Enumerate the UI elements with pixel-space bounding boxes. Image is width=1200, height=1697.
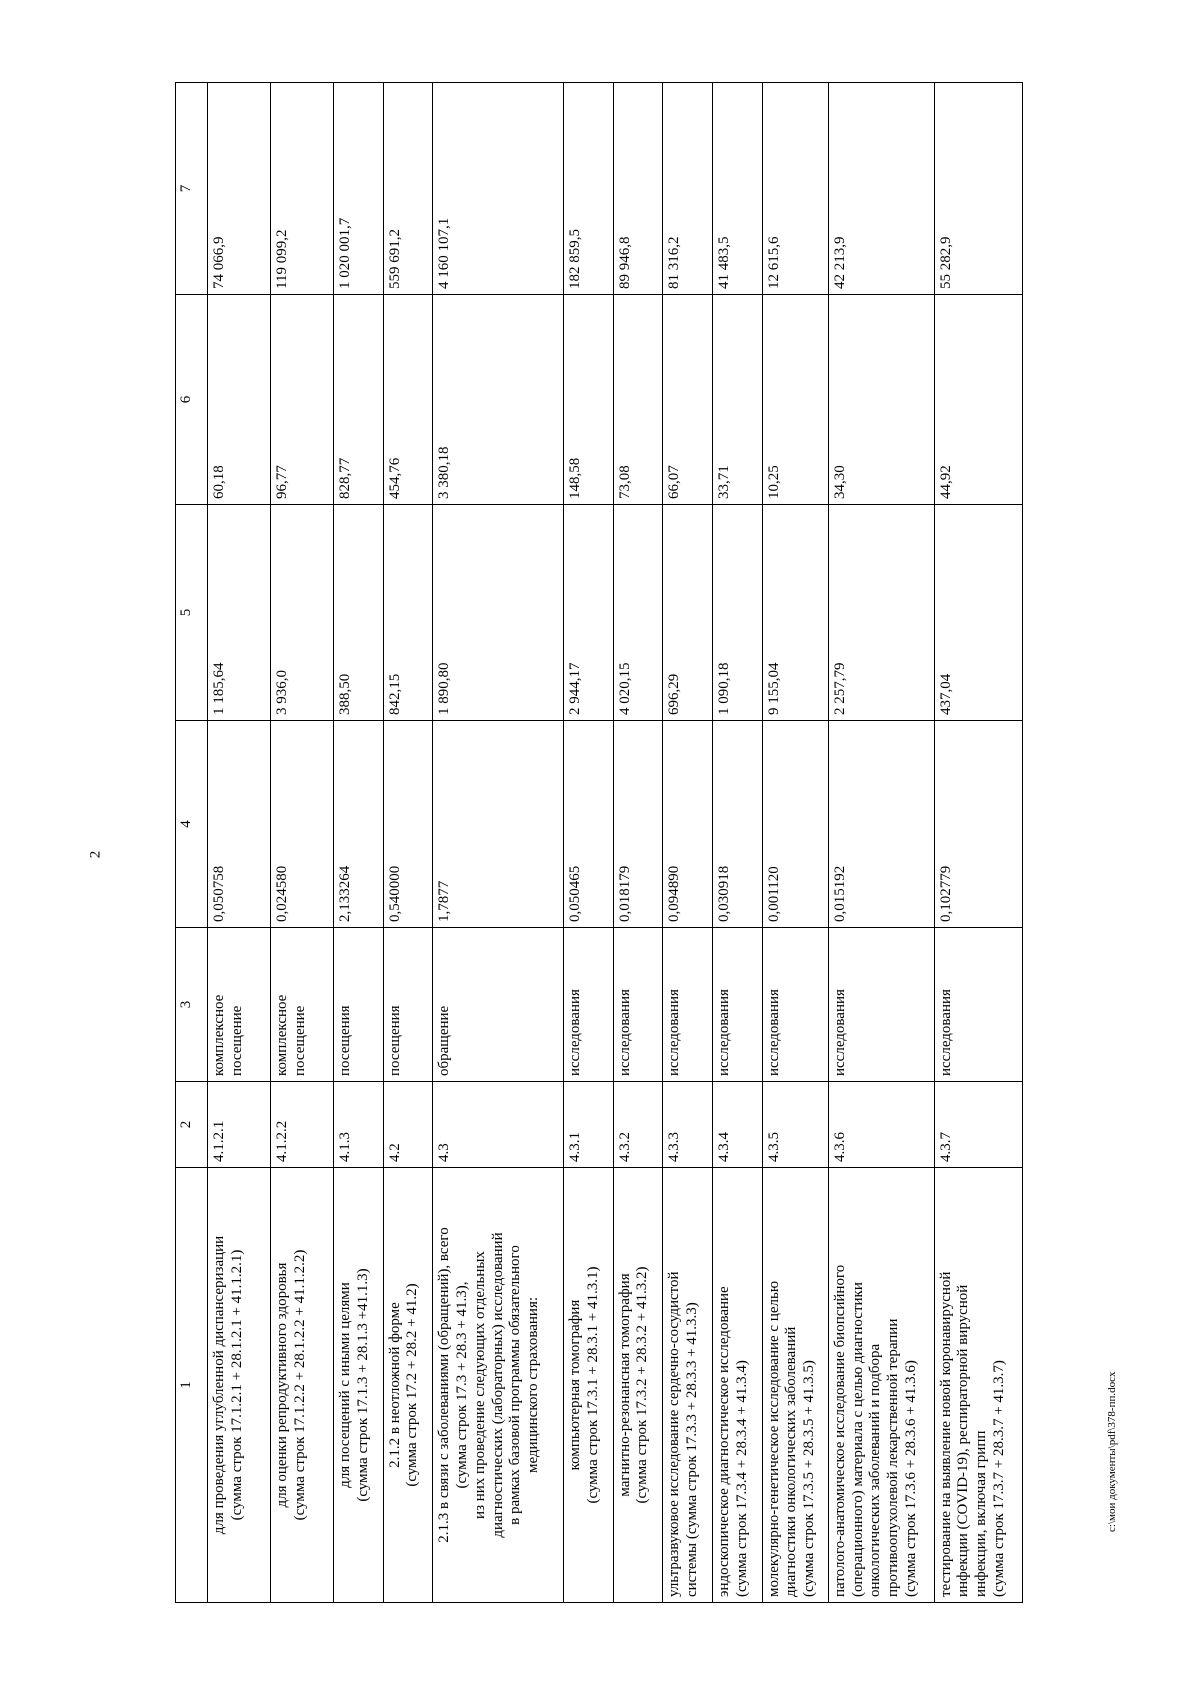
cell-c2: 4.1.3 — [334, 1082, 384, 1168]
cell-c5: 1 185,64 — [208, 505, 271, 721]
cell-c2: 4.3.1 — [563, 1082, 613, 1168]
cell-c3: обращение — [433, 928, 563, 1082]
cell-text-line: (сумма строк 17.3 + 28.3 + 41.3), — [454, 1281, 471, 1489]
cell-text-line: (сумма строк 17.3.4 + 28.3.4 + 41.3.4) — [733, 1360, 750, 1597]
table-row — [762, 83, 828, 1603]
cell-c2: 4.3.6 — [829, 1082, 934, 1168]
cell-c5: 3 936,0 — [271, 505, 334, 721]
cell-text-line: 2.1.3 в связи с заболеваниями (обращений), всего — [436, 1227, 453, 1543]
cell-text-line: для проведения углубленной диспансеризации — [211, 1235, 228, 1535]
cell-text-line: магнитно-резонансная томография — [616, 1273, 633, 1497]
cell-c7: 12 615,6 — [762, 83, 828, 295]
cell-c7: 41 483,5 — [712, 83, 762, 295]
cell-c5: 696,29 — [663, 505, 713, 721]
cell-c6: 34,30 — [829, 295, 934, 505]
cell-text-line: (сумма строк 17.3.1 + 28.3.1 + 41.3.1) — [584, 1266, 601, 1504]
cell-text-line: из них проведение следующих отдельных — [471, 1251, 488, 1519]
cell-text-line: (сумма строк 17.2 + 28.2 + 41.2) — [404, 1283, 421, 1487]
cell-c4: 0,030918 — [712, 721, 762, 928]
cell-c4: 0,018179 — [613, 721, 663, 928]
cell-c6: 10,25 — [762, 295, 828, 505]
cell-text-line: диагностических (лабораторных) исследований — [489, 1232, 506, 1538]
cell-c5: 1 090,18 — [712, 505, 762, 721]
footer-file-path: c:\мои документы\pdf\378-пп.docx — [1106, 1371, 1118, 1532]
cell-text-line: (сумма строк 17.3.5 + 28.3.5 + 41.3.5) — [801, 1360, 818, 1597]
table-row — [334, 83, 384, 1603]
cell-c5: 9 155,04 — [762, 505, 828, 721]
cell-text-line: для оценки репродуктивного здоровья — [274, 1262, 291, 1508]
cell-c7: 42 213,9 — [829, 83, 934, 295]
cell-indicator — [829, 1168, 934, 1603]
cell-c7: 55 282,9 — [934, 83, 1022, 295]
cell-c4: 0,050758 — [208, 721, 271, 928]
cell-c5: 2 944,17 — [563, 505, 613, 721]
cell-c3: исследования — [934, 928, 1022, 1082]
cell-c3: посещения — [334, 928, 384, 1082]
cell-c4: 1,7877 — [433, 721, 563, 928]
cell-indicator — [334, 1168, 384, 1603]
cell-indicator — [208, 1168, 271, 1603]
cell-c3: комплексное посещение — [208, 928, 271, 1082]
cell-c2: 4.3.4 — [712, 1082, 762, 1168]
cell-indicator — [433, 1168, 563, 1603]
cell-c7: 74 066,9 — [208, 83, 271, 295]
header-cell: 6 — [176, 295, 208, 505]
cell-c6: 44,92 — [934, 295, 1022, 505]
table-row — [563, 83, 613, 1603]
cell-c7: 89 946,8 — [613, 83, 663, 295]
cell-c2: 4.1.2.2 — [271, 1082, 334, 1168]
cell-c3: посещения — [383, 928, 433, 1082]
cell-c7: 1 020 001,7 — [334, 83, 384, 295]
cell-text-line: (сумма строк 17.1.3 + 28.1.3 +41.1.3) — [354, 1268, 371, 1502]
cell-text-line: (сумма строк 17.1.2.2 + 28.1.2.2 + 41.1.2.2) — [291, 1249, 308, 1521]
cell-c3: исследования — [613, 928, 663, 1082]
cell-c5: 1 890,80 — [433, 505, 563, 721]
cell-c7: 119 099,2 — [271, 83, 334, 295]
cell-c6: 148,58 — [563, 295, 613, 505]
cell-c3: комплексное посещение — [271, 928, 334, 1082]
cell-c6: 96,77 — [271, 295, 334, 505]
cell-text-line: для посещений с иными целями — [337, 1282, 353, 1488]
cell-indicator — [934, 1168, 1022, 1603]
rotated-table-container — [175, 83, 1023, 1603]
cell-c7: 559 691,2 — [383, 83, 433, 295]
data-table — [175, 82, 1023, 1603]
cell-c2: 4.2 — [383, 1082, 433, 1168]
cell-c6: 33,71 — [712, 295, 762, 505]
header-cell: 2 — [176, 1082, 208, 1168]
cell-text-line: (сумма строк 17.3.2 + 28.3.2 + 41.3.2) — [634, 1266, 651, 1504]
header-cell: 4 — [176, 721, 208, 928]
cell-c4: 0,001120 — [762, 721, 828, 928]
header-cell: 3 — [176, 928, 208, 1082]
cell-text-line: (сумма строк 17.3.7 + 28.3.7 + 41.3.7) — [990, 1360, 1007, 1597]
cell-c6: 73,08 — [613, 295, 663, 505]
cell-c2: 4.3.2 — [613, 1082, 663, 1168]
cell-text-line: ультразвуковое исследование сердечно-сосудистой — [666, 1271, 683, 1597]
cell-c2: 4.1.2.1 — [208, 1082, 271, 1168]
cell-text-line: (операционного) материала с целью диагностики — [849, 1282, 866, 1597]
cell-text-line: (сумма строк 17.3.6 + 28.3.6 + 41.3.6) — [902, 1360, 919, 1597]
table-row — [383, 83, 433, 1603]
cell-c5: 437,04 — [934, 505, 1022, 721]
cell-c2: 4.3.3 — [663, 1082, 713, 1168]
cell-c3: исследования — [663, 928, 713, 1082]
cell-c3: исследования — [712, 928, 762, 1082]
cell-c4: 0,102779 — [934, 721, 1022, 928]
cell-c3: исследования — [829, 928, 934, 1082]
table-header-row — [176, 83, 208, 1603]
cell-text-line: компьютерная томография — [566, 1299, 583, 1471]
cell-text-line: медицинского страхования: — [524, 1296, 541, 1474]
cell-c6: 60,18 — [208, 295, 271, 505]
cell-c4: 2,133264 — [334, 721, 384, 928]
cell-c4: 0,050465 — [563, 721, 613, 928]
cell-c3: исследования — [762, 928, 828, 1082]
table-row — [613, 83, 663, 1603]
cell-indicator — [271, 1168, 334, 1603]
cell-text-line: инфекции (COVID-19), респираторной вирусной — [955, 1284, 972, 1597]
cell-c4: 0,015192 — [829, 721, 934, 928]
cell-text-line: патолого-анатомическое исследование биопсийного — [832, 1264, 849, 1597]
header-cell: 7 — [176, 83, 208, 295]
cell-c2: 4.3.5 — [762, 1082, 828, 1168]
cell-c3: исследования — [563, 928, 613, 1082]
cell-c5: 842,15 — [383, 505, 433, 721]
cell-c7: 81 316,2 — [663, 83, 713, 295]
header-cell: 5 — [176, 505, 208, 721]
cell-indicator — [383, 1168, 433, 1603]
header-cell: 1 — [176, 1168, 208, 1603]
cell-text-line: молекулярно-генетическое исследование с целью — [765, 1280, 782, 1597]
cell-c7: 4 160 107,1 — [433, 83, 563, 295]
cell-c5: 2 257,79 — [829, 505, 934, 721]
cell-text-line: 2.1.2 в неотложной форме — [386, 1302, 403, 1468]
cell-c5: 388,50 — [334, 505, 384, 721]
table-row — [271, 83, 334, 1603]
cell-c6: 454,76 — [383, 295, 433, 505]
cell-text-line: в рамках базовой программы обязательного — [507, 1245, 524, 1525]
cell-indicator — [762, 1168, 828, 1603]
cell-text-line: противоопухолевой лекарственной терапии — [885, 1318, 902, 1597]
table-row — [829, 83, 934, 1603]
cell-c6: 3 380,18 — [433, 295, 563, 505]
cell-text-line: тестирование на выявление новой коронавирусной — [937, 1271, 954, 1597]
table-row — [433, 83, 563, 1603]
cell-c4: 0,540000 — [383, 721, 433, 928]
cell-text-line: инфекции, включая грипп — [972, 1430, 989, 1597]
cell-c4: 0,024580 — [271, 721, 334, 928]
page-number: 2 — [87, 850, 104, 859]
cell-indicator — [563, 1168, 613, 1603]
cell-indicator — [663, 1168, 713, 1603]
cell-text-line: (сумма строк 17.1.2.1 + 28.1.2.1 + 41.1.2.1) — [228, 1249, 245, 1521]
table-row — [663, 83, 713, 1603]
cell-c6: 828,77 — [334, 295, 384, 505]
cell-text-line: системы (сумма строк 17.3.3 + 28.3.3 + 41.3.3) — [683, 1302, 700, 1597]
cell-c7: 182 859,5 — [563, 83, 613, 295]
cell-indicator — [613, 1168, 663, 1603]
cell-c5: 4 020,15 — [613, 505, 663, 721]
cell-indicator — [712, 1168, 762, 1603]
cell-c2: 4.3 — [433, 1082, 563, 1168]
cell-c4: 0,094890 — [663, 721, 713, 928]
table-row — [934, 83, 1022, 1603]
cell-text-line: диагностики онкологических заболеваний — [783, 1326, 800, 1597]
cell-c6: 66,07 — [663, 295, 713, 505]
cell-text-line: онкологических заболеваний и подбора — [867, 1343, 884, 1597]
cell-c2: 4.3.7 — [934, 1082, 1022, 1168]
table-row — [208, 83, 271, 1603]
table-row — [712, 83, 762, 1603]
cell-text-line: эндоскопическое диагностическое исследование — [715, 1286, 732, 1597]
